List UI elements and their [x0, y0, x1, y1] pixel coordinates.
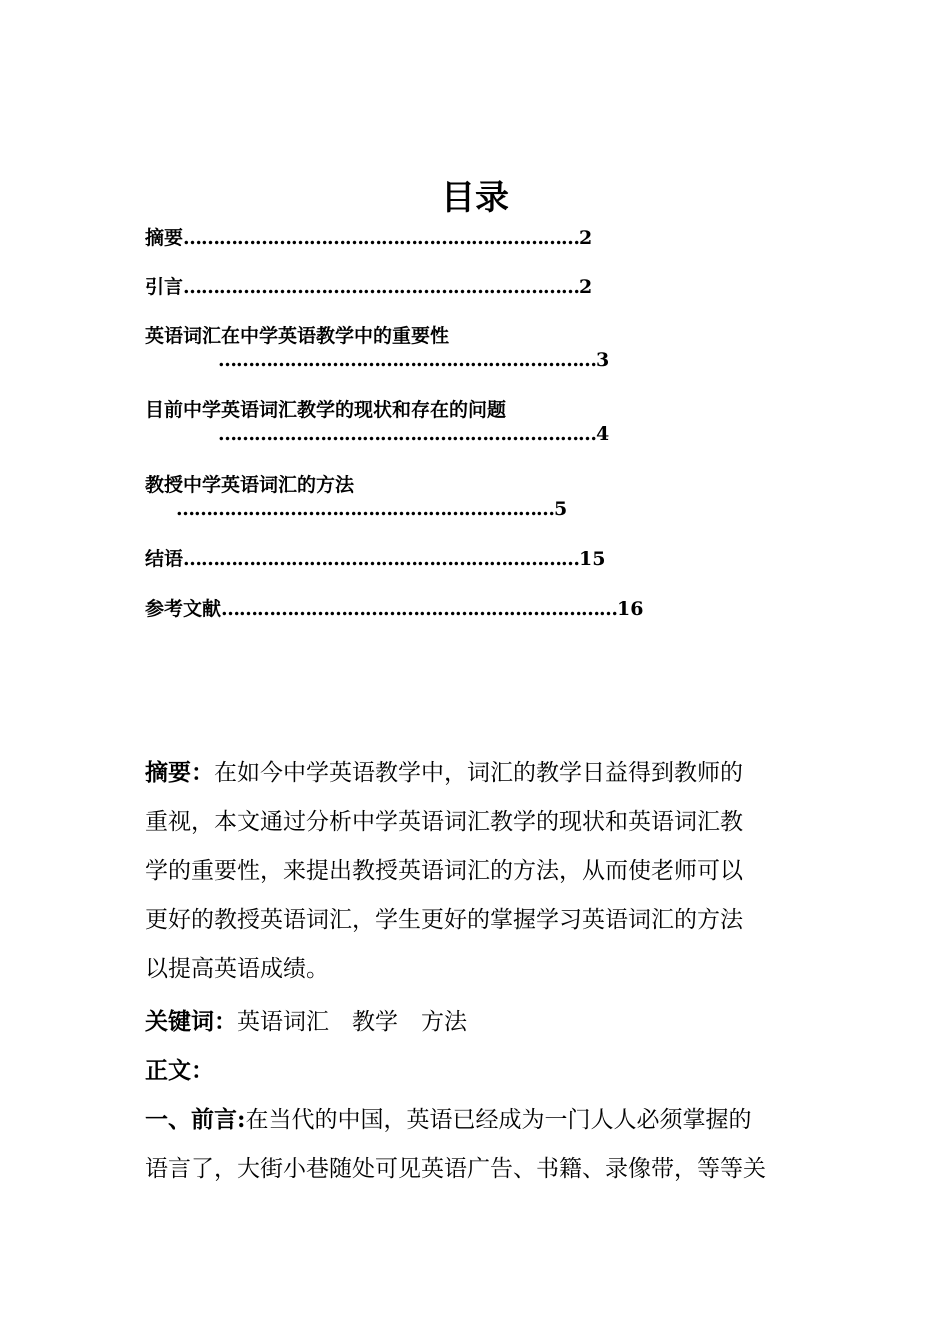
abstract-paragraph — [145, 748, 810, 994]
toc-entry-label: 参考文献 — [145, 598, 222, 620]
keywords-text: 英语词汇 教学 方法 — [237, 1009, 467, 1035]
toc-leader-dots: ……………………………………………………… — [218, 349, 596, 371]
toc-entry-abstract — [145, 226, 745, 250]
toc-leader-dots: ………………………………………………………… — [183, 276, 580, 298]
toc-page-number: 5 — [554, 498, 568, 520]
toc-page-number: 3 — [596, 349, 610, 371]
keywords-label: 关键词： — [145, 1008, 237, 1035]
toc-entry-introduction — [145, 275, 745, 299]
intro-label: 一、前言: — [145, 1106, 246, 1133]
abstract-line: 更好的教授英语词汇，学生更好的掌握学习英语词汇的方法 — [145, 907, 743, 933]
keywords-line — [145, 997, 810, 1047]
toc-entry-label: 目前中学英语词汇教学的现状和存在的问题 — [145, 399, 507, 421]
toc-entry-current-problems-leader — [218, 422, 609, 446]
abstract-label: 摘要： — [145, 759, 214, 786]
toc-leader-dots: ………………………………………………………… — [183, 548, 580, 570]
toc-entry-label: 摘要 — [145, 227, 184, 249]
toc-entry-references — [145, 597, 745, 621]
toc-entry-current-problems — [145, 398, 506, 422]
toc-entry-methods-leader — [176, 497, 567, 521]
toc-page-number: 2 — [579, 276, 593, 298]
toc-entry-conclusion — [145, 547, 745, 571]
toc-entry-label: 英语词汇在中学英语教学中的重要性 — [145, 325, 450, 347]
toc-page-number: 15 — [579, 548, 606, 570]
intro-line: 语言了，大街小巷随处可见英语广告、书籍、录像带，等等关 — [145, 1156, 766, 1182]
toc-leader-dots: ……………………………………………………… — [176, 498, 554, 520]
toc-leader-dots: ………………………………………………………… — [221, 598, 618, 620]
toc-entry-label: 教授中学英语词汇的方法 — [145, 474, 355, 496]
toc-entry-importance — [145, 324, 449, 348]
toc-page-number: 16 — [617, 598, 644, 620]
toc-page-number: 4 — [596, 423, 610, 445]
toc-entry-label: 结语 — [145, 548, 184, 570]
abstract-line: 学的重要性，来提出教授英语词汇的方法，从而使老师可以 — [145, 858, 743, 884]
body-label: 正文： — [145, 1057, 214, 1084]
toc-entry-label: 引言 — [145, 276, 184, 298]
intro-text: 在当代的中国，英语已经成为一门人人必须掌握的 — [245, 1107, 752, 1133]
abstract-text: 在如今中学英语教学中，词汇的教学日益得到教师的 — [214, 760, 743, 786]
toc-entry-importance-leader — [218, 348, 609, 372]
toc-title: 目录 — [441, 178, 509, 218]
intro-paragraph — [145, 1095, 810, 1194]
abstract-line — [145, 748, 810, 798]
intro-line — [145, 1095, 810, 1145]
abstract-line: 以提高英语成绩。 — [145, 956, 329, 982]
abstract-line: 重视，本文通过分析中学英语词汇教学的现状和英语词汇教 — [145, 809, 743, 835]
toc-leader-dots: ………………………………………………………… — [183, 227, 580, 249]
toc-entry-methods — [145, 473, 354, 497]
toc-page-number: 2 — [579, 227, 593, 249]
toc-leader-dots: ……………………………………………………… — [218, 423, 596, 445]
